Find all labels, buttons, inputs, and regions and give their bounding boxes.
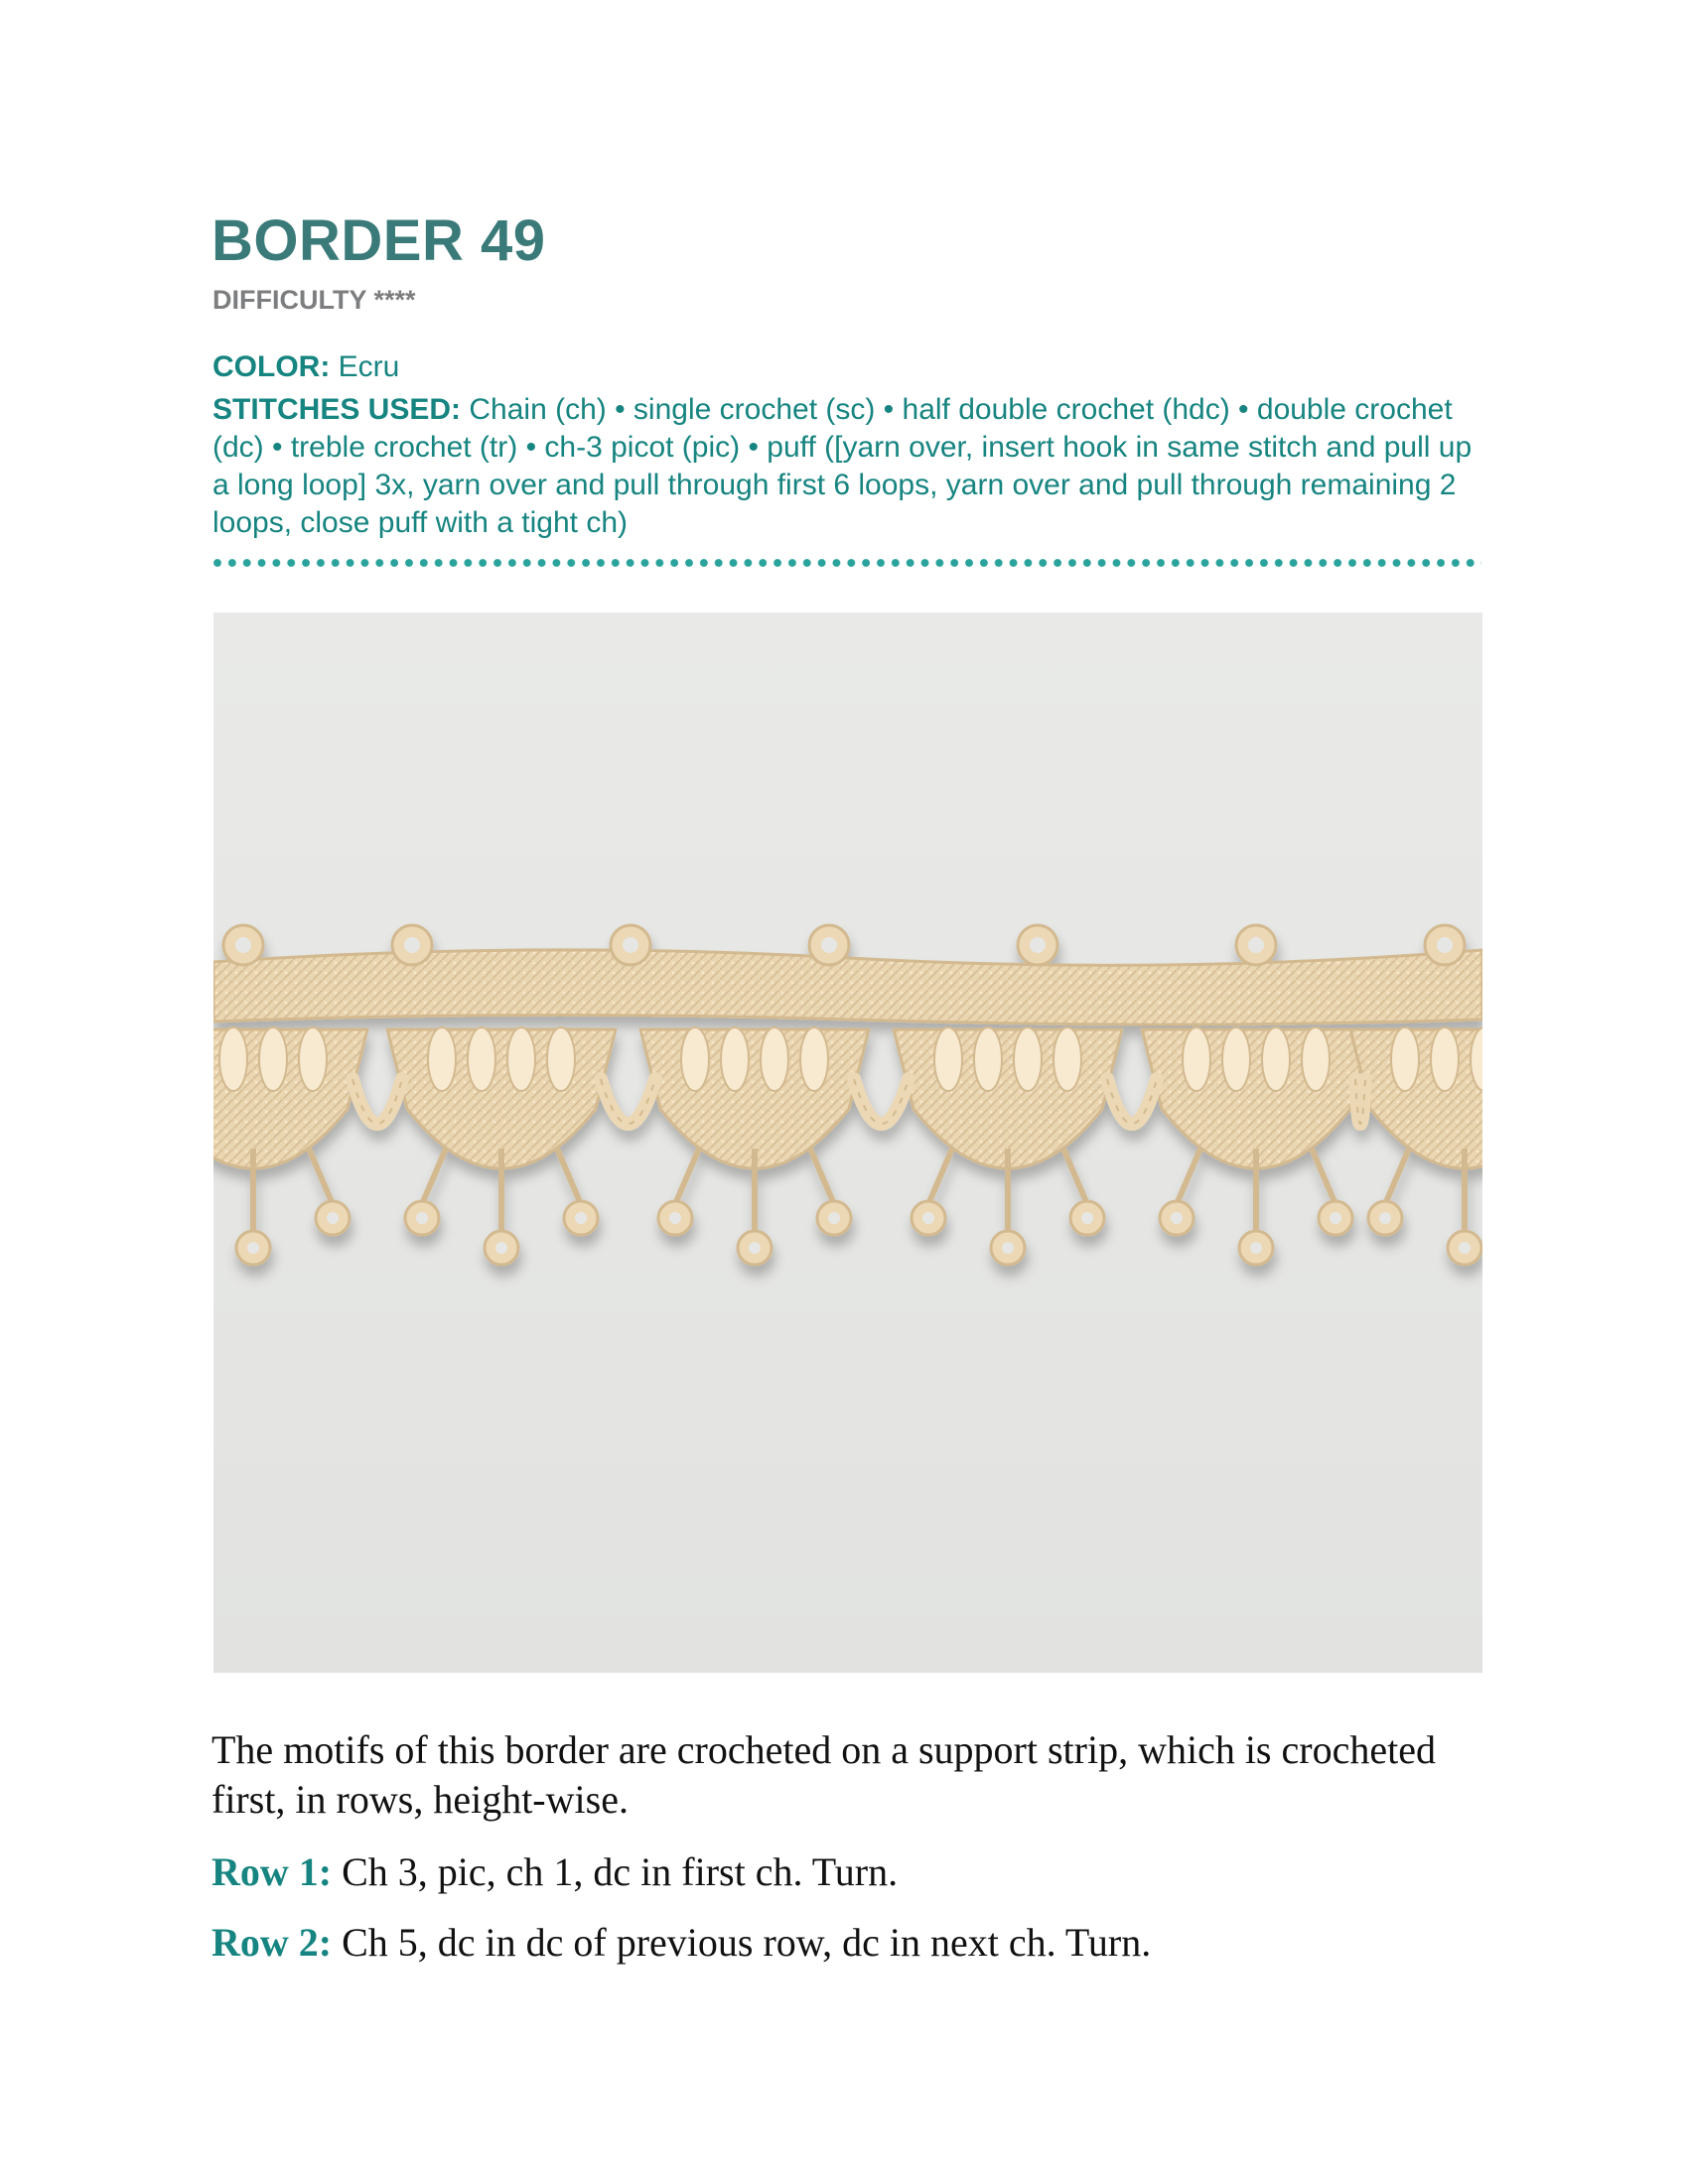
stitches-value: Chain (ch) • single crochet (sc) • half double crochet (hdc) • double crochet (dc) • treble crochet (tr) • ch-3 picot (pic) • puff ([yarn over, insert hook in same stitch and pull up a long loop] 3x, yarn over and pull through first 6 loops, yarn over and pull through remaining 2 loops, close puff with a tight ch)	[212, 393, 1473, 539]
intro-paragraph: The motifs of this border are crocheted on a support strip, which is crocheted first, in rows, height-wise.	[211, 1727, 1436, 1822]
stitches-used	[212, 391, 1493, 542]
row-1-text: Ch 3, pic, ch 1, dc in first ch. Turn.	[332, 1849, 899, 1894]
crochet-lace-illustration	[213, 613, 1482, 1673]
dotted-divider	[212, 558, 1481, 570]
stitches-label: STITCHES USED:	[212, 393, 462, 426]
pattern-title: BORDER 49	[211, 208, 546, 273]
row-1-label: Row 1:	[211, 1849, 333, 1894]
color-value: Ecru	[338, 350, 400, 383]
row-2-text: Ch 5, dc in dc of previous row, dc in next ch. Turn.	[332, 1920, 1152, 1965]
row-2-label: Row 2:	[211, 1920, 333, 1965]
difficulty-rating: DIFFICULTY ****	[212, 285, 416, 315]
row-1-instruction	[211, 1847, 898, 1897]
color-label: COLOR:	[212, 350, 331, 383]
color-line	[212, 347, 399, 387]
crochet-border-photo	[213, 613, 1482, 1673]
row-2-instruction	[211, 1918, 1151, 1968]
